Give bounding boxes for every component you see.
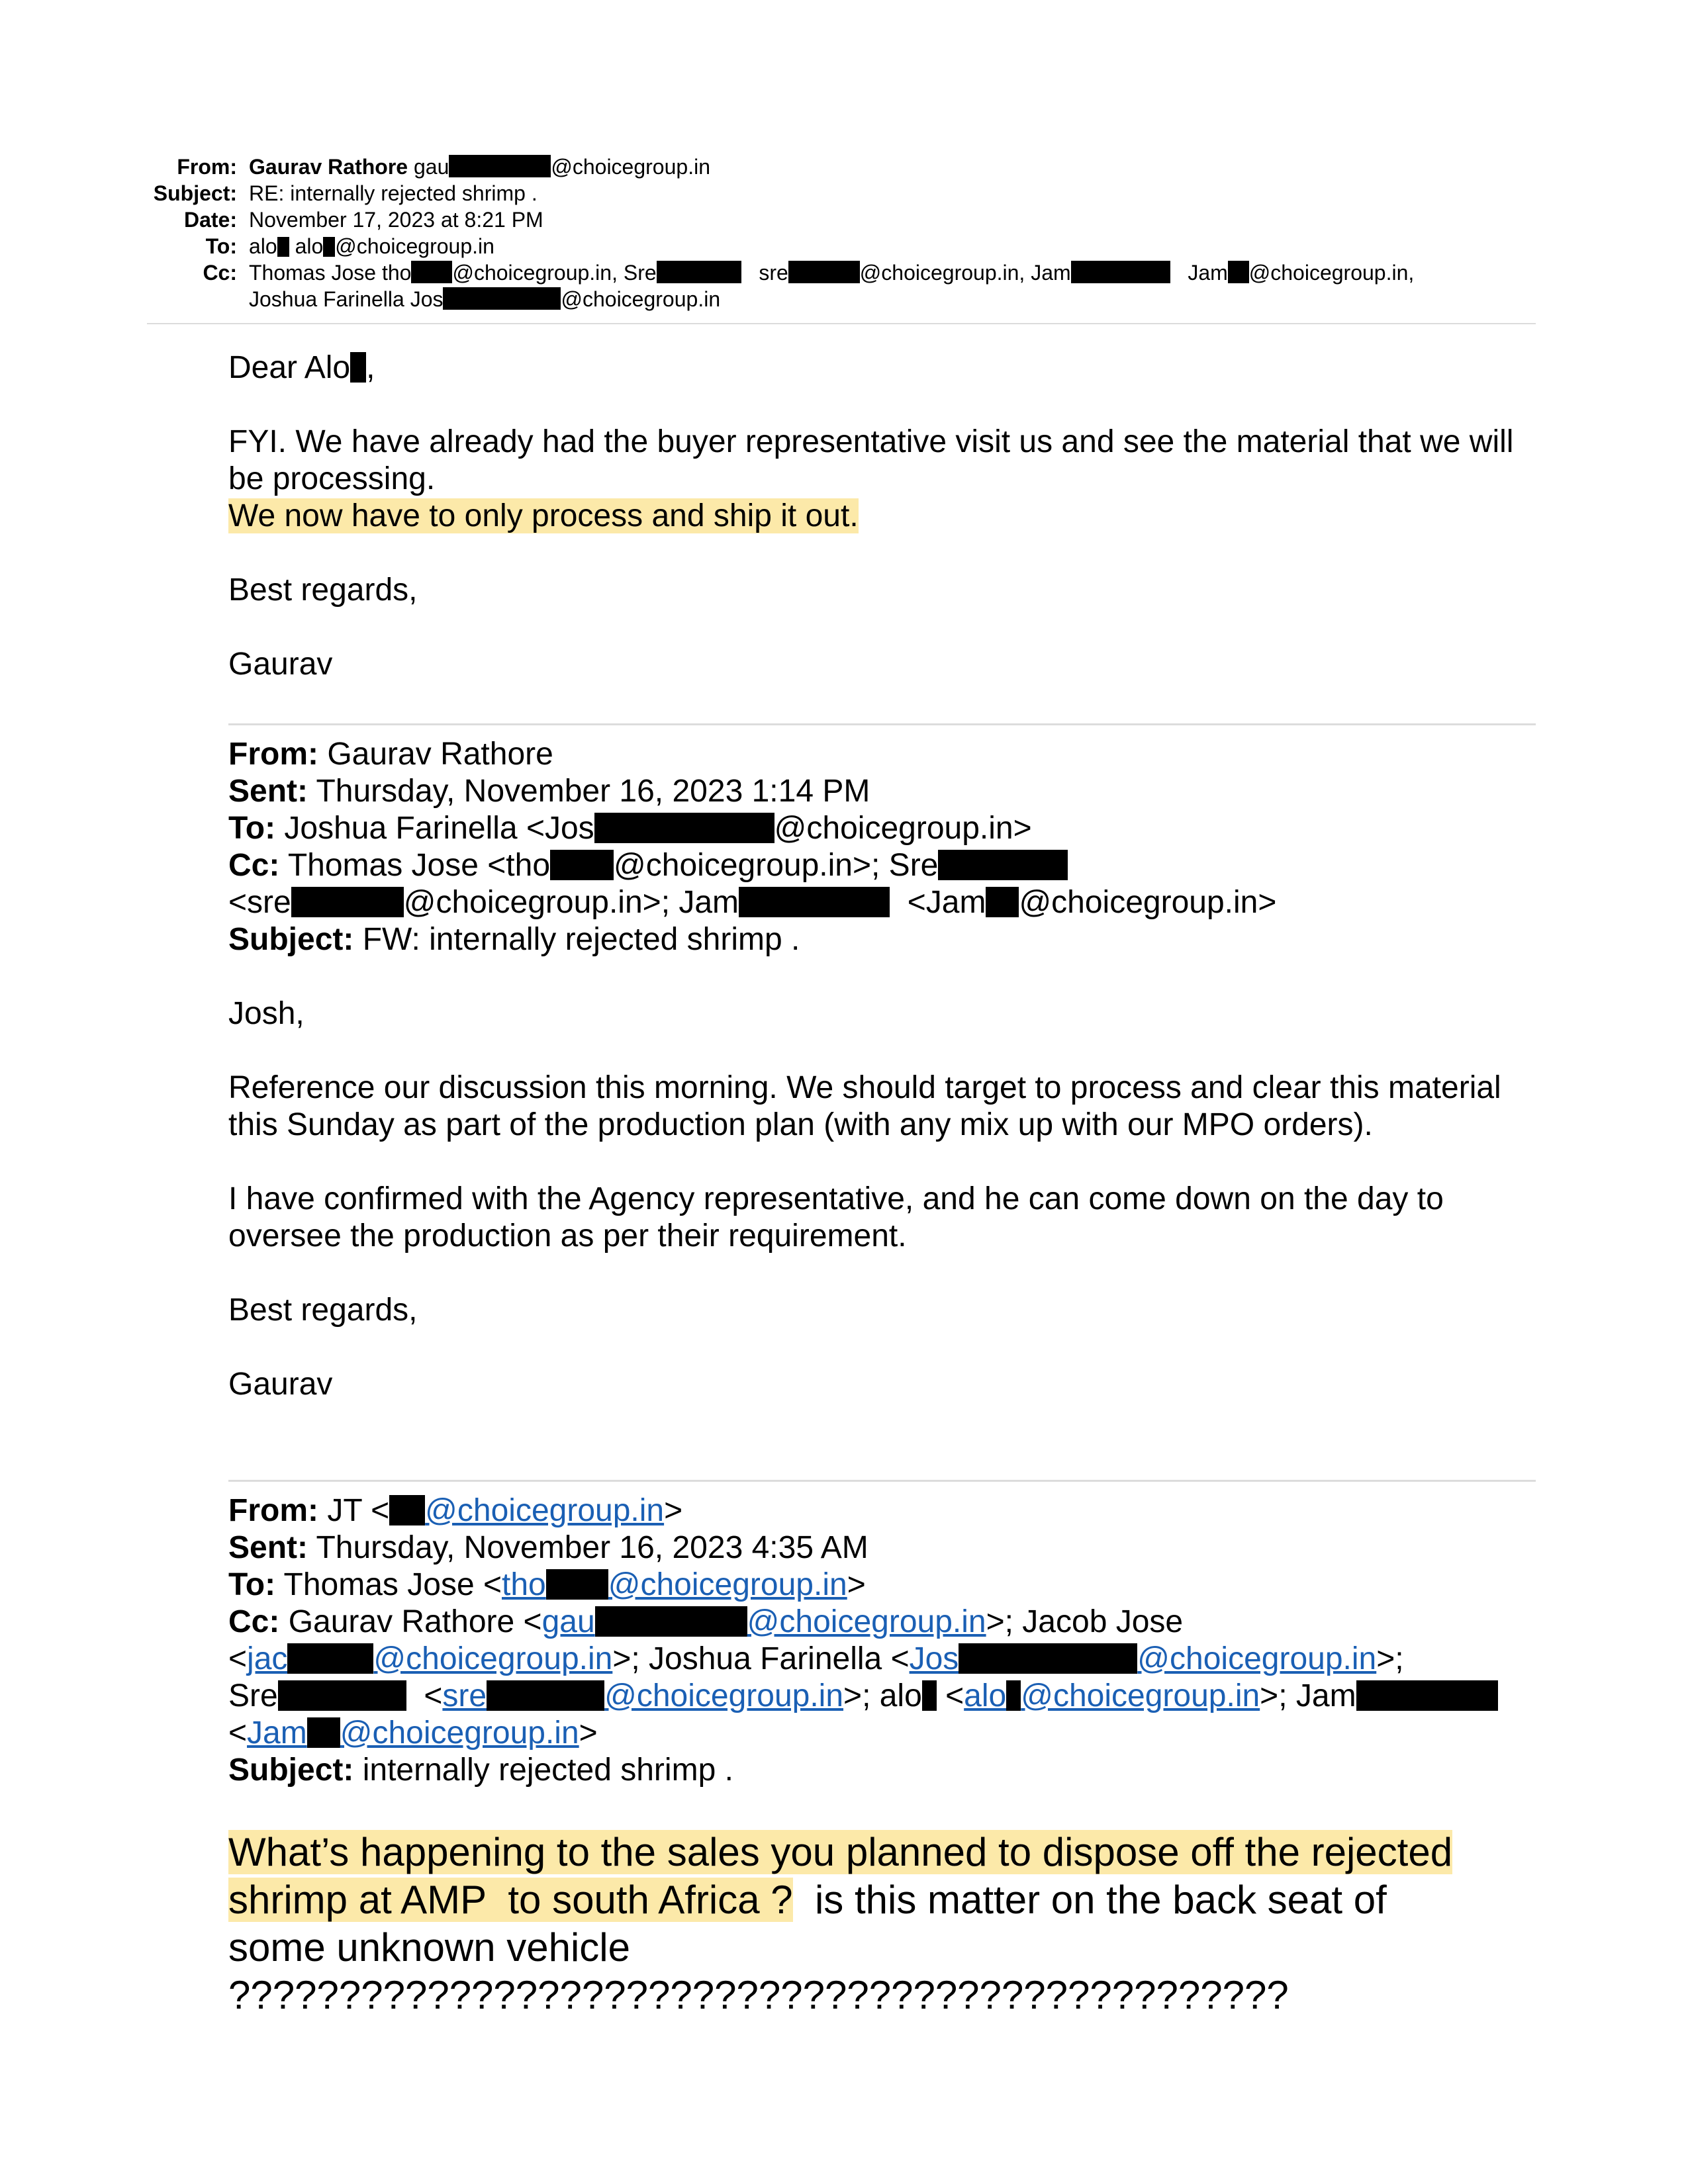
email-link[interactable]: Jos @choicegroup.in (909, 1641, 1377, 1676)
from-user: gau (413, 155, 449, 179)
cc-name: Sre (623, 261, 657, 285)
orig-subject-row: Subject: internally rejected shrimp . (228, 1752, 733, 1788)
fw-signature: Gaurav (228, 1367, 333, 1402)
redaction-block (278, 1680, 406, 1711)
header-to-row (132, 233, 1414, 259)
reply-paragraph: FYI. We have already had the buyer representative visit us and see the material that we will be processing. (228, 424, 1514, 496)
from-label: From: (177, 155, 237, 179)
fw-paragraph: Reference our discussion this morning. We should target to process and clear this material this Sunday as part of the production plan (with any mix up with our MPO orders). (228, 1070, 1501, 1142)
reply-body (228, 349, 1546, 683)
fw-from: Gaurav Rathore (327, 737, 553, 772)
email-link[interactable]: Jam @choicegroup.in (247, 1715, 579, 1751)
cc-domain: @choicegroup.in, (452, 261, 618, 285)
cc-label: Cc: (203, 261, 237, 285)
redaction-block (986, 887, 1019, 917)
highlighted-text: shrimp at AMP to south Africa ? (228, 1878, 793, 1922)
cc-name: Joshua Farinella (249, 287, 404, 311)
redaction-block (594, 813, 774, 843)
redaction-block (550, 850, 614, 880)
redaction-block (307, 1717, 340, 1748)
fw-to-row: To: Joshua Farinella <Jos @choicegroup.in> (228, 811, 1032, 846)
redaction-block (1006, 1680, 1021, 1711)
date-value: November 17, 2023 at 8:21 PM (249, 208, 543, 232)
cc-user: Jos (410, 287, 444, 311)
header-subject-row (132, 180, 1414, 206)
redaction-block (277, 237, 289, 257)
header-cc-row (132, 259, 1414, 312)
divider (228, 723, 1536, 725)
email-link[interactable]: gau @choicegroup.in (541, 1604, 986, 1639)
redaction-block (1356, 1680, 1498, 1711)
fw-sent: Thursday, November 16, 2023 1:14 PM (316, 774, 870, 809)
redaction-block (657, 261, 741, 283)
closing: Best regards, (228, 572, 418, 608)
original-body (228, 1829, 1546, 2019)
header-date-row (132, 206, 1414, 233)
redaction-block (595, 1606, 747, 1637)
fw-from-row: From: Gaurav Rathore (228, 737, 553, 772)
orig-cc-row: Cc: Gaurav Rathore <gau @choicegroup.in>; Jacob Jose <jac @choicegroup.in>; Joshua Farinella <Jos @choicegroup.in>; Sre <sre @choicegroup.in>; alo <alo @choicegroup.in>; Jam <Jam @choicegroup.in> (228, 1604, 1546, 1752)
highlighted-text: We now have to only process and ship it out. (228, 498, 859, 533)
redaction-block (350, 352, 366, 383)
header-divider (147, 323, 1536, 324)
fw-subject-row: Subject: FW: internally rejected shrimp . (228, 922, 800, 957)
redaction-block (323, 237, 335, 257)
header-from-row (132, 154, 1414, 180)
forwarded-message (228, 736, 1546, 1403)
to-label: To: (205, 234, 237, 258)
fw-paragraph: I have confirmed with the Agency representative, and he can come down on the day to oversee the production as per their requirement. (228, 1181, 1444, 1253)
subject-value: RE: internally rejected shrimp . (249, 181, 538, 205)
to-domain: @choicegroup.in (335, 234, 494, 258)
fw-subject: FW: internally rejected shrimp . (362, 922, 800, 957)
redaction-block (487, 1680, 604, 1711)
redaction-block (287, 1643, 373, 1674)
cc-domain: @choicegroup.in, (1248, 261, 1415, 285)
cc-name: Thomas Jose (249, 261, 377, 285)
email-link[interactable]: tho @choicegroup.in (502, 1567, 847, 1602)
email-link[interactable]: alo @choicegroup.in (964, 1678, 1260, 1713)
mail-header (132, 154, 1414, 312)
highlighted-text: What’s happening to the sales you planned to dispose off the rejected (228, 1830, 1453, 1874)
redaction-block (938, 850, 1068, 880)
subject-label: Subject: (153, 181, 237, 205)
fw-closing: Best regards, (228, 1293, 418, 1328)
orig-sent-row: Sent: Thursday, November 16, 2023 4:35 AM (228, 1530, 868, 1565)
fw-cc-row: Cc: Thomas Jose <tho @choicegroup.in>; Sre <sre @choicegroup.in>; Jam <Jam @choicegroup.in> (228, 848, 1277, 920)
redaction-block (922, 1680, 937, 1711)
cc-domain: @choicegroup.in, (859, 261, 1025, 285)
email-link[interactable]: sre @choicegroup.in (442, 1678, 844, 1713)
redaction-block (959, 1643, 1137, 1674)
greeting: Dear Alo , (228, 350, 375, 385)
email-link[interactable]: jac @choicegroup.in (247, 1641, 613, 1676)
redaction-block (291, 887, 404, 917)
redaction-block (443, 287, 561, 310)
redaction-block (739, 887, 890, 917)
question-marks: ???????????????????????????????????????????????? (228, 1973, 1289, 2017)
signature: Gaurav (228, 647, 333, 682)
to-name: alo (249, 234, 277, 258)
to-user: alo (295, 234, 324, 258)
redaction-block (1071, 261, 1170, 283)
divider (228, 1480, 1536, 1482)
email-link[interactable]: @choicegroup.in (425, 1493, 665, 1528)
orig-from-row: From: JT < @choicegroup.in> (228, 1493, 683, 1528)
fw-sent-row: Sent: Thursday, November 16, 2023 1:14 PM (228, 774, 870, 809)
cc-user: tho (381, 261, 412, 285)
cc-user: sre (759, 261, 788, 285)
original-message (228, 1492, 1546, 1789)
from-domain: @choicegroup.in (551, 155, 710, 179)
redaction-block (411, 261, 452, 283)
body-text: some unknown vehicle (228, 1925, 631, 1970)
redaction-block (449, 155, 551, 177)
redaction-block (389, 1495, 425, 1525)
redaction-block (546, 1569, 608, 1600)
fw-greeting: Josh, (228, 996, 305, 1031)
redaction-block (1228, 261, 1249, 283)
cc-name: Jam (1031, 261, 1071, 285)
body-text: is this matter on the back seat of (792, 1878, 1387, 1922)
redaction-block (788, 261, 860, 283)
orig-to-row: To: Thomas Jose <tho @choicegroup.in> (228, 1567, 866, 1602)
from-name: Gaurav Rathore (249, 155, 408, 179)
cc-domain: @choicegroup.in (561, 287, 721, 311)
date-label: Date: (183, 208, 237, 232)
cc-user: Jam (1188, 261, 1228, 285)
